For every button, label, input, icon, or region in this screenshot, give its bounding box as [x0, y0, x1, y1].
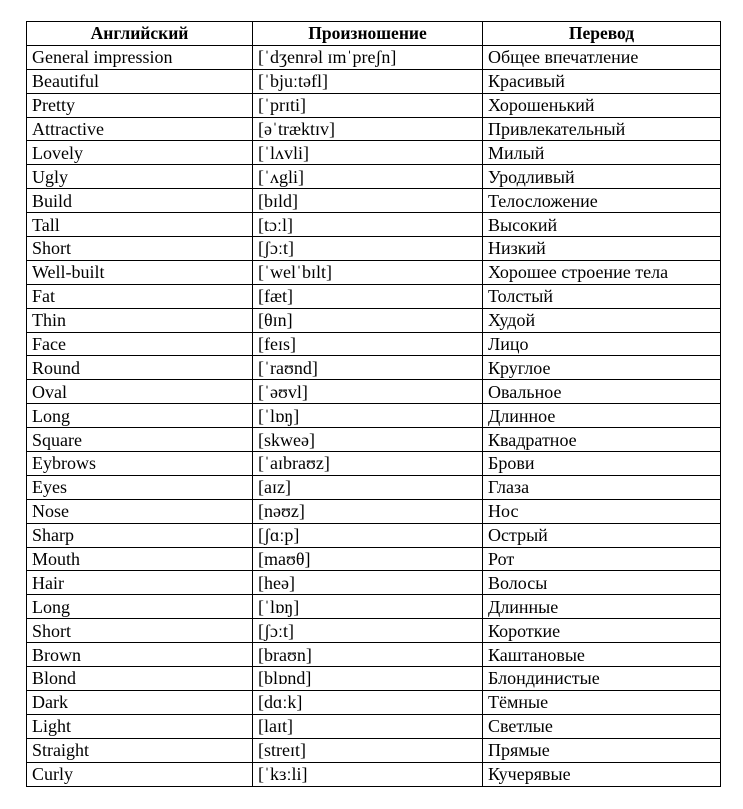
- table-row: [27, 117, 721, 141]
- translation-cell: Глаза: [483, 475, 721, 499]
- table-row: [27, 165, 721, 189]
- translation-cell: Длинные: [483, 595, 721, 619]
- pronunciation-cell: [ˈʌgli]: [253, 165, 483, 189]
- pronunciation-cell: [aɪz]: [253, 475, 483, 499]
- translation-cell: Светлые: [483, 714, 721, 738]
- pronunciation-cell: [θɪn]: [253, 308, 483, 332]
- translation-cell: Хорошее строение тела: [483, 260, 721, 284]
- table-row: [27, 45, 721, 69]
- english-word-cell: Fat: [27, 284, 253, 308]
- pronunciation-cell: [ˈlɒŋ]: [253, 404, 483, 428]
- english-word-cell: Dark: [27, 690, 253, 714]
- table-row: [27, 237, 721, 261]
- table-row: [27, 284, 721, 308]
- header-translation: Перевод: [483, 22, 721, 46]
- pronunciation-cell: [ˈwelˈbɪlt]: [253, 260, 483, 284]
- english-word-cell: Eybrows: [27, 452, 253, 476]
- translation-cell: Нос: [483, 499, 721, 523]
- translation-cell: Каштановые: [483, 643, 721, 667]
- pronunciation-cell: [ˈlʌvli]: [253, 141, 483, 165]
- pronunciation-cell: [streɪt]: [253, 738, 483, 762]
- translation-cell: Телосложение: [483, 189, 721, 213]
- translation-cell: Высокий: [483, 213, 721, 237]
- pronunciation-cell: [nəʊz]: [253, 499, 483, 523]
- table-row: [27, 404, 721, 428]
- english-word-cell: Long: [27, 404, 253, 428]
- translation-cell: Худой: [483, 308, 721, 332]
- pronunciation-cell: [dɑːk]: [253, 690, 483, 714]
- table-row: [27, 619, 721, 643]
- table-row: [27, 332, 721, 356]
- table-row: [27, 380, 721, 404]
- english-word-cell: Sharp: [27, 523, 253, 547]
- table-row: [27, 93, 721, 117]
- pronunciation-cell: [ˈraʊnd]: [253, 356, 483, 380]
- table-row: [27, 643, 721, 667]
- table-row: [27, 499, 721, 523]
- table-row: [27, 714, 721, 738]
- english-word-cell: Long: [27, 595, 253, 619]
- translation-cell: Длинное: [483, 404, 721, 428]
- english-word-cell: Nose: [27, 499, 253, 523]
- translation-cell: Привлекательный: [483, 117, 721, 141]
- pronunciation-cell: [ˈlɒŋ]: [253, 595, 483, 619]
- table-row: [27, 356, 721, 380]
- pronunciation-cell: [fæt]: [253, 284, 483, 308]
- pronunciation-cell: [ˈkɜːli]: [253, 762, 483, 786]
- english-word-cell: Ugly: [27, 165, 253, 189]
- pronunciation-cell: [ʃɔːt]: [253, 619, 483, 643]
- english-word-cell: Tall: [27, 213, 253, 237]
- translation-cell: Волосы: [483, 571, 721, 595]
- translation-cell: Толстый: [483, 284, 721, 308]
- english-word-cell: General impression: [27, 45, 253, 69]
- translation-cell: Лицо: [483, 332, 721, 356]
- english-word-cell: Blond: [27, 667, 253, 691]
- english-word-cell: Eyes: [27, 475, 253, 499]
- english-word-cell: Curly: [27, 762, 253, 786]
- pronunciation-cell: [ˈdʒenrəl ɪmˈpreʃn]: [253, 45, 483, 69]
- table-row: [27, 547, 721, 571]
- table-row: [27, 428, 721, 452]
- english-word-cell: Round: [27, 356, 253, 380]
- english-word-cell: Thin: [27, 308, 253, 332]
- translation-cell: Квадратное: [483, 428, 721, 452]
- pronunciation-cell: [blɒnd]: [253, 667, 483, 691]
- table-row: [27, 189, 721, 213]
- translation-cell: Блондинистые: [483, 667, 721, 691]
- english-word-cell: Lovely: [27, 141, 253, 165]
- pronunciation-cell: [heə]: [253, 571, 483, 595]
- table-row: [27, 690, 721, 714]
- translation-cell: Рот: [483, 547, 721, 571]
- translation-cell: Хорошенький: [483, 93, 721, 117]
- table-row: [27, 475, 721, 499]
- pronunciation-cell: [ˈaɪbraʊz]: [253, 452, 483, 476]
- translation-cell: Кучерявые: [483, 762, 721, 786]
- pronunciation-cell: [feɪs]: [253, 332, 483, 356]
- pronunciation-cell: [tɔːl]: [253, 213, 483, 237]
- english-word-cell: Face: [27, 332, 253, 356]
- english-word-cell: Oval: [27, 380, 253, 404]
- table-row: [27, 523, 721, 547]
- pronunciation-cell: [maʊθ]: [253, 547, 483, 571]
- translation-cell: Общее впечатление: [483, 45, 721, 69]
- header-pronunciation: Произношение: [253, 22, 483, 46]
- pronunciation-cell: [braʊn]: [253, 643, 483, 667]
- header-english: Английский: [27, 22, 253, 46]
- translation-cell: Короткие: [483, 619, 721, 643]
- translation-cell: Уродливый: [483, 165, 721, 189]
- translation-cell: Острый: [483, 523, 721, 547]
- translation-cell: Овальное: [483, 380, 721, 404]
- translation-cell: Брови: [483, 452, 721, 476]
- pronunciation-cell: [bɪld]: [253, 189, 483, 213]
- pronunciation-cell: [ˈbjuːtəfl]: [253, 69, 483, 93]
- table-row: [27, 571, 721, 595]
- table-row: [27, 213, 721, 237]
- english-word-cell: Build: [27, 189, 253, 213]
- table-row: [27, 69, 721, 93]
- pronunciation-cell: [ʃɑːp]: [253, 523, 483, 547]
- table-row: [27, 141, 721, 165]
- header-row: [27, 22, 721, 46]
- pronunciation-cell: [ˈprɪti]: [253, 93, 483, 117]
- english-word-cell: Beautiful: [27, 69, 253, 93]
- translation-cell: Красивый: [483, 69, 721, 93]
- english-word-cell: Short: [27, 619, 253, 643]
- english-word-cell: Straight: [27, 738, 253, 762]
- table-row: [27, 595, 721, 619]
- translation-cell: Низкий: [483, 237, 721, 261]
- table-row: [27, 260, 721, 284]
- english-word-cell: Short: [27, 237, 253, 261]
- pronunciation-cell: [əˈtræktɪv]: [253, 117, 483, 141]
- english-word-cell: Hair: [27, 571, 253, 595]
- english-word-cell: Mouth: [27, 547, 253, 571]
- pronunciation-cell: [laɪt]: [253, 714, 483, 738]
- table-row: [27, 308, 721, 332]
- english-word-cell: Attractive: [27, 117, 253, 141]
- english-word-cell: Pretty: [27, 93, 253, 117]
- translation-cell: Тёмные: [483, 690, 721, 714]
- translation-cell: Прямые: [483, 738, 721, 762]
- english-word-cell: Light: [27, 714, 253, 738]
- vocabulary-table: [26, 21, 721, 787]
- table-row: [27, 667, 721, 691]
- pronunciation-cell: [ʃɔːt]: [253, 237, 483, 261]
- table-body: [27, 45, 721, 786]
- translation-cell: Милый: [483, 141, 721, 165]
- pronunciation-cell: [ˈəʊvl]: [253, 380, 483, 404]
- table-row: [27, 762, 721, 786]
- translation-cell: Круглое: [483, 356, 721, 380]
- table-row: [27, 452, 721, 476]
- pronunciation-cell: [skweə]: [253, 428, 483, 452]
- english-word-cell: Square: [27, 428, 253, 452]
- english-word-cell: Brown: [27, 643, 253, 667]
- table-row: [27, 738, 721, 762]
- english-word-cell: Well-built: [27, 260, 253, 284]
